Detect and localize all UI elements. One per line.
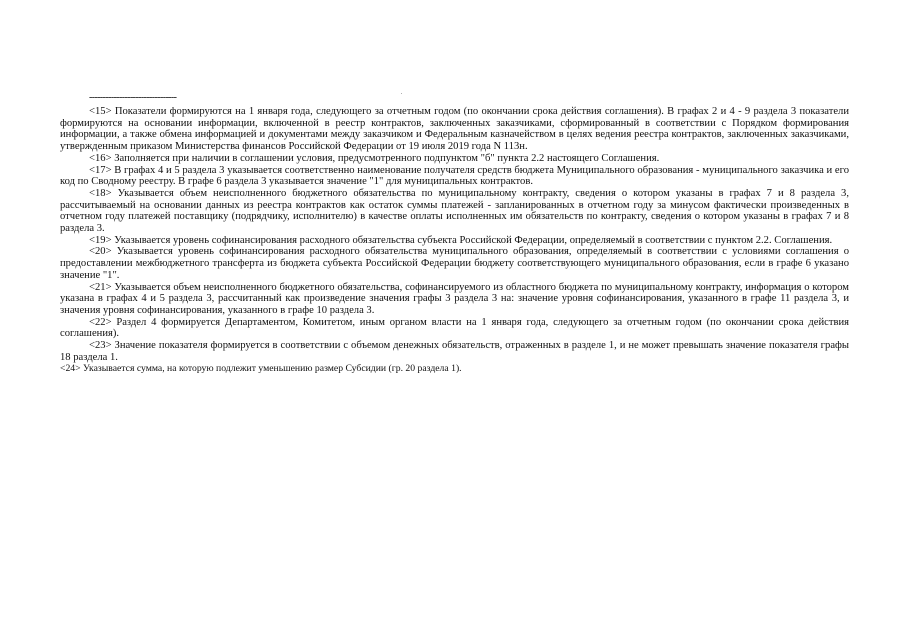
footnote-23 xyxy=(60,340,849,363)
footnote-text: Указывается объем неисполненного бюджетного обязательства по муниципальному контракту, сведения о котором указаны в графах 7 и 8 раздела 3, рассчитываемый на основании данных из реестра контрактов как остаток суммы платежей - запланированных в отчетном году за минусом фактически произведенных в отчетном году платежей поставщику (подрядчику, исполнителю) в качестве оплаты исполненных им обязательств по контракту, сведения о котором указаны в графах 7 и 8 раздела 3. xyxy=(60,187,849,235)
footnotes-block xyxy=(60,94,849,375)
footnote-marker: <21> xyxy=(89,281,112,293)
footnote-text: Указывается уровень софинансирования расходного обязательства муниципального образования, определяемый в соответствии с условиями соглашения о предоставлении межбюджетного трансферта из бюджета субъекта Российской Федерации бюджету соответствующего муниципального образования, если в графе 6 указано значение "1". xyxy=(60,246,849,281)
footnote-marker: <16> xyxy=(89,152,112,164)
footnote-separator: -------------------------------- xyxy=(89,92,177,103)
footnote-marker: <23> xyxy=(89,340,112,352)
footnote-21 xyxy=(60,282,849,317)
footnote-15 xyxy=(60,106,849,153)
footnote-marker: <18> xyxy=(89,187,112,199)
footnote-text: Заполняется при наличии в соглашении условия, предусмотренного подпунктом "б" пункта 2.2 настоящего Соглашения. xyxy=(114,152,660,164)
footnote-18 xyxy=(60,188,849,235)
footnote-22 xyxy=(60,317,849,340)
footnote-marker: <22> xyxy=(89,316,112,328)
footnote-text: Значение показателя формируется в соответствии с объемом денежных обязательств, отраженных в разделе 1, и не может превышать значение показателя графы 18 раздела 1. xyxy=(60,340,849,363)
footnote-text: Указывается объем неисполненного бюджетного обязательства, софинансируемого из областного бюджета по муниципальному контракту, информация о котором указана в графах 4 и 5 раздела 3, рассчитанный как произведение значения графы 3 раздела 3 на: значение уровня софинансирования, указанного в графе 11 раздела 3, и значения уровня софинансирования, указанного в графе 10 раздела 3. xyxy=(60,281,850,316)
footnote-marker: <20> xyxy=(89,246,112,258)
footnote-19 xyxy=(60,235,849,247)
footnote-17 xyxy=(60,165,849,188)
footnote-marker: <17> xyxy=(89,164,112,176)
footnote-text: Показатели формируются на 1 января года, следующего за отчетным годом (по окончании срока действия соглашения). В графах 2 и 4 - 9 раздела 3 показатели формируются на основании информации, включенной в реестр контрактов, заключенных заказчиками, сформированный в соответствии с Порядком формирования информации, а также обмена информацией и документами между заказчиком и Федеральным казначейством в целях ведения реестра контрактов, заключенных заказчиками, утвержденным приказом Министерства финансов Российской Федерации от 19 июля 2019 года N 113н. xyxy=(60,106,849,153)
footnote-marker: <19> xyxy=(89,234,112,246)
footnote-text: Раздел 4 формируется Департаментом, Комитетом, иным органом власти на 1 января года, следующего за отчетным годом (по окончании срока действия соглашения). xyxy=(60,316,849,340)
footnote-text: Указывается уровень софинансирования расходного обязательства субъекта Российской Федерации, определяемый в соответствии с пунктом 2.2. Соглашения. xyxy=(114,234,833,246)
footnote-text: Указывается сумма, на которую подлежит уменьшению размер Субсидии (гр. 20 раздела 1). xyxy=(83,363,462,375)
footnote-20 xyxy=(60,246,849,281)
footnote-marker: <24> xyxy=(60,363,81,375)
footnote-text: В графах 4 и 5 раздела 3 указывается соответственно наименование получателя средств бюджета Муниципального образования - муниципального заказчика и его код по Сводному реестру. В графе 6 раздела 3 указывается значение "1" для муниципальных контрактов. xyxy=(60,164,849,188)
footnote-marker: <15> xyxy=(89,106,112,117)
footnote-24 xyxy=(60,363,849,375)
footnote-16 xyxy=(60,153,849,165)
